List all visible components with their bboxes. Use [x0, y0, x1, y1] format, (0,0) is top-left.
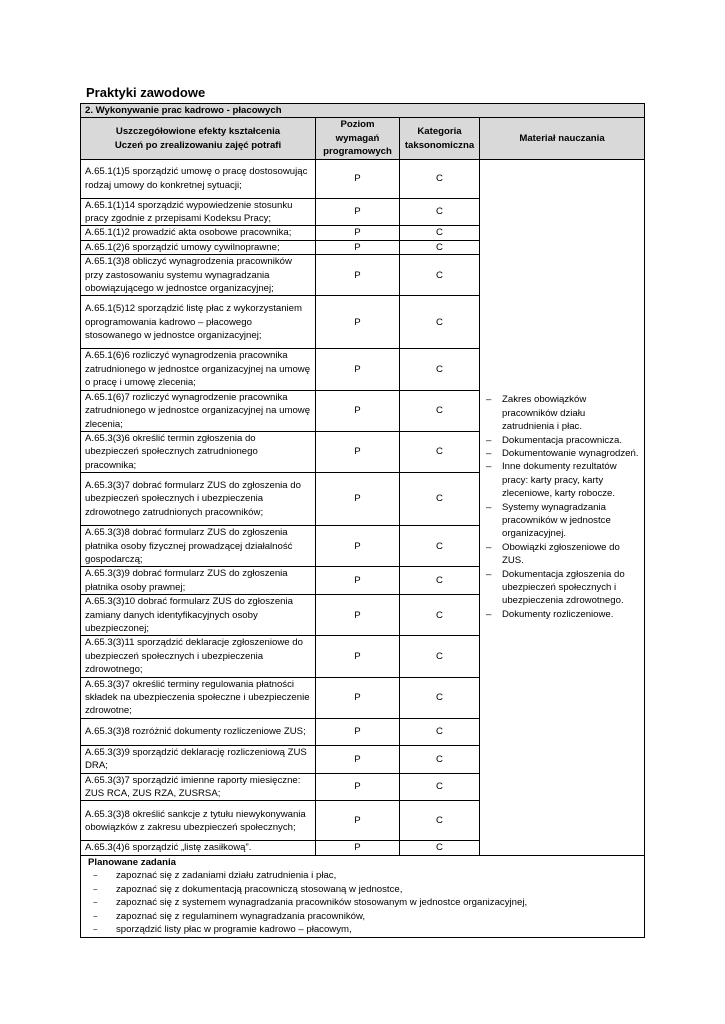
header-taxonomy-category: Kategoria taksonomiczna — [400, 118, 480, 159]
level-cell: P — [316, 773, 400, 801]
table-row — [81, 159, 645, 198]
category-cell: C — [400, 801, 480, 841]
level-cell: P — [316, 226, 400, 240]
list-item: − sporządzić listy płac w programie kadrowo – płacowym, — [85, 923, 640, 937]
teaching-material-list — [484, 393, 640, 621]
level-cell: P — [316, 296, 400, 349]
teaching-material-cell — [480, 159, 645, 855]
category-cell: C — [400, 296, 480, 349]
level-cell: P — [316, 240, 400, 254]
outcome-cell: A.65.3(3)11 sporządzić deklaracje zgłoszeniowe do ubezpieczeń społecznych i ubezpieczenia zdrowotnego; — [81, 636, 316, 677]
category-cell: C — [400, 567, 480, 595]
section-header: 2. Wykonywanie prac kadrowo - płacowych — [81, 104, 645, 118]
planned-tasks-list — [85, 869, 640, 937]
outcome-cell: A.65.1(6)7 rozliczyć wynagrodzenie pracownika zatrudnionego w jednostce organizacyjnej na umowę zlecenia; — [81, 390, 316, 431]
category-cell: C — [400, 841, 480, 855]
level-cell: P — [316, 636, 400, 677]
category-cell: C — [400, 240, 480, 254]
level-cell: P — [316, 526, 400, 567]
outcome-cell: A.65.1(6)6 rozliczyć wynagrodzenia pracownika zatrudnionego w jednostce organizacyjnej na umowę o pracę i umowę zlecenia; — [81, 349, 316, 390]
level-cell: P — [316, 390, 400, 431]
list-item: – Zakres obowiązków pracowników działu zatrudnienia i płac. — [484, 393, 640, 433]
level-cell: P — [316, 255, 400, 296]
level-cell: P — [316, 567, 400, 595]
list-item: – Inne dokumenty rezultatów pracy: karty pracy, karty zleceniowe, karty robocze. — [484, 460, 640, 500]
category-cell: C — [400, 390, 480, 431]
level-cell: P — [316, 745, 400, 773]
planned-tasks-title: Planowane zadania — [88, 856, 176, 868]
category-cell: C — [400, 198, 480, 226]
planned-tasks-cell — [81, 855, 645, 937]
level-cell: P — [316, 677, 400, 718]
category-cell: C — [400, 677, 480, 718]
list-item: – Dokumentowanie wynagrodzeń. — [484, 447, 640, 460]
outcome-cell: A.65.3(3)7 określić terminy regulowania płatności składek na ubezpieczenia społeczne i ubezpieczenie zdrowotne; — [81, 677, 316, 718]
list-item: – Obowiązki zgłoszeniowe do ZUS. — [484, 541, 640, 568]
list-item: – Dokumentacja pracownicza. — [484, 434, 640, 447]
outcome-cell: A.65.3(3)8 rozróżnić dokumenty rozliczeniowe ZUS; — [81, 718, 316, 745]
outcome-cell: A.65.1(1)14 sporządzić wypowiedzenie stosunku pracy zgodnie z przepisami Kodeksu Pracy; — [81, 198, 316, 226]
page-title: Praktyki zawodowe — [86, 85, 206, 100]
outcome-cell: A.65.3(3)6 określić termin zgłoszenia do ubezpieczeń społecznych zatrudnionego pracownika; — [81, 431, 316, 472]
level-cell: P — [316, 841, 400, 855]
level-cell: P — [316, 431, 400, 472]
category-cell: C — [400, 745, 480, 773]
curriculum-table — [80, 103, 645, 938]
level-cell: P — [316, 595, 400, 636]
category-cell: C — [400, 718, 480, 745]
header-requirement-level: Poziom wymagań programowych — [316, 118, 400, 159]
category-cell: C — [400, 255, 480, 296]
category-cell: C — [400, 431, 480, 472]
list-item: – Systemy wynagradzania pracowników w jednostce organizacyjnej. — [484, 501, 640, 541]
outcome-cell: A.65.1(3)8 obliczyć wynagrodzenia pracowników przy zastosowaniu systemu wynagradzania obowiązującego w jednostce organizacyjnej; — [81, 255, 316, 296]
level-cell: P — [316, 718, 400, 745]
outcome-cell: A.65.3(3)9 sporządzić deklarację rozliczeniową ZUS DRA; — [81, 745, 316, 773]
planned-tasks-row — [81, 855, 645, 937]
outcome-cell: A.65.3(3)8 dobrać formularz ZUS do zgłoszenia płatnika osoby fizycznej prowadzącej działalność gospodarczą; — [81, 526, 316, 567]
outcome-cell: A.65.1(5)12 sporządzić listę płac z wykorzystaniem oprogramowania kadrowo – płacowego stosowanego w jednostce organizacyjnej; — [81, 296, 316, 349]
list-item: − zapoznać się z zadaniami działu zatrudnienia i płac, — [85, 869, 640, 883]
category-cell: C — [400, 773, 480, 801]
outcome-cell: A.65.3(3)9 dobrać formularz ZUS do zgłoszenia płatnika osoby prawnej; — [81, 567, 316, 595]
category-cell: C — [400, 159, 480, 198]
level-cell: P — [316, 159, 400, 198]
outcome-cell: A.65.1(2)6 sporządzić umowy cywilnoprawne; — [81, 240, 316, 254]
level-cell: P — [316, 801, 400, 841]
list-item: − zapoznać się z regulaminem wynagradzania pracowników, — [85, 910, 640, 924]
outcome-cell: A.65.1(1)2 prowadzić akta osobowe pracownika; — [81, 226, 316, 240]
outcome-cell: A.65.3(3)8 określić sankcje z tytułu niewykonywania obowiązków z zakresu ubezpieczeń społecznych; — [81, 801, 316, 841]
header-learning-outcomes: Uszczegółowione efekty kształcenia Uczeń po zrealizowaniu zajęć potrafi — [81, 118, 316, 159]
category-cell: C — [400, 473, 480, 526]
outcome-cell: A.65.3(3)7 sporządzić imienne raporty miesięczne: ZUS RCA, ZUS RZA, ZUSRSA; — [81, 773, 316, 801]
level-cell: P — [316, 473, 400, 526]
outcome-cell: A.65.3(3)7 dobrać formularz ZUS do zgłoszenia do ubezpieczeń społecznych i ubezpieczenia zdrowotnego zatrudnionych pracowników; — [81, 473, 316, 526]
category-cell: C — [400, 595, 480, 636]
category-cell: C — [400, 349, 480, 390]
list-item: – Dokumentacja zgłoszenia do ubezpieczeń społecznych i ubezpieczenia zdrowotnego. — [484, 568, 640, 608]
category-cell: C — [400, 526, 480, 567]
list-item: – Dokumenty rozliczeniowe. — [484, 608, 640, 621]
category-cell: C — [400, 636, 480, 677]
outcome-cell: A.65.1(1)5 sporządzić umowę o pracę dostosowując rodzaj umowy do konkretnej sytuacji; — [81, 159, 316, 198]
category-cell: C — [400, 226, 480, 240]
column-header-row — [81, 118, 645, 159]
header-teaching-material: Materiał nauczania — [480, 118, 645, 159]
list-item: − zapoznać się z dokumentacją pracowniczą stosowaną w jednostce, — [85, 883, 640, 897]
outcome-cell: A.65.3(4)6 sporządzić „listę zasiłkową”. — [81, 841, 316, 855]
outcome-cell: A.65.3(3)10 dobrać formularz ZUS do zgłoszenia zamiany danych identyfikacyjnych osoby ubezpieczonej; — [81, 595, 316, 636]
level-cell: P — [316, 198, 400, 226]
list-item: − zapoznać się z systemem wynagradzania pracowników stosowanym w jednostce organizacyjnej, — [85, 896, 640, 910]
level-cell: P — [316, 349, 400, 390]
